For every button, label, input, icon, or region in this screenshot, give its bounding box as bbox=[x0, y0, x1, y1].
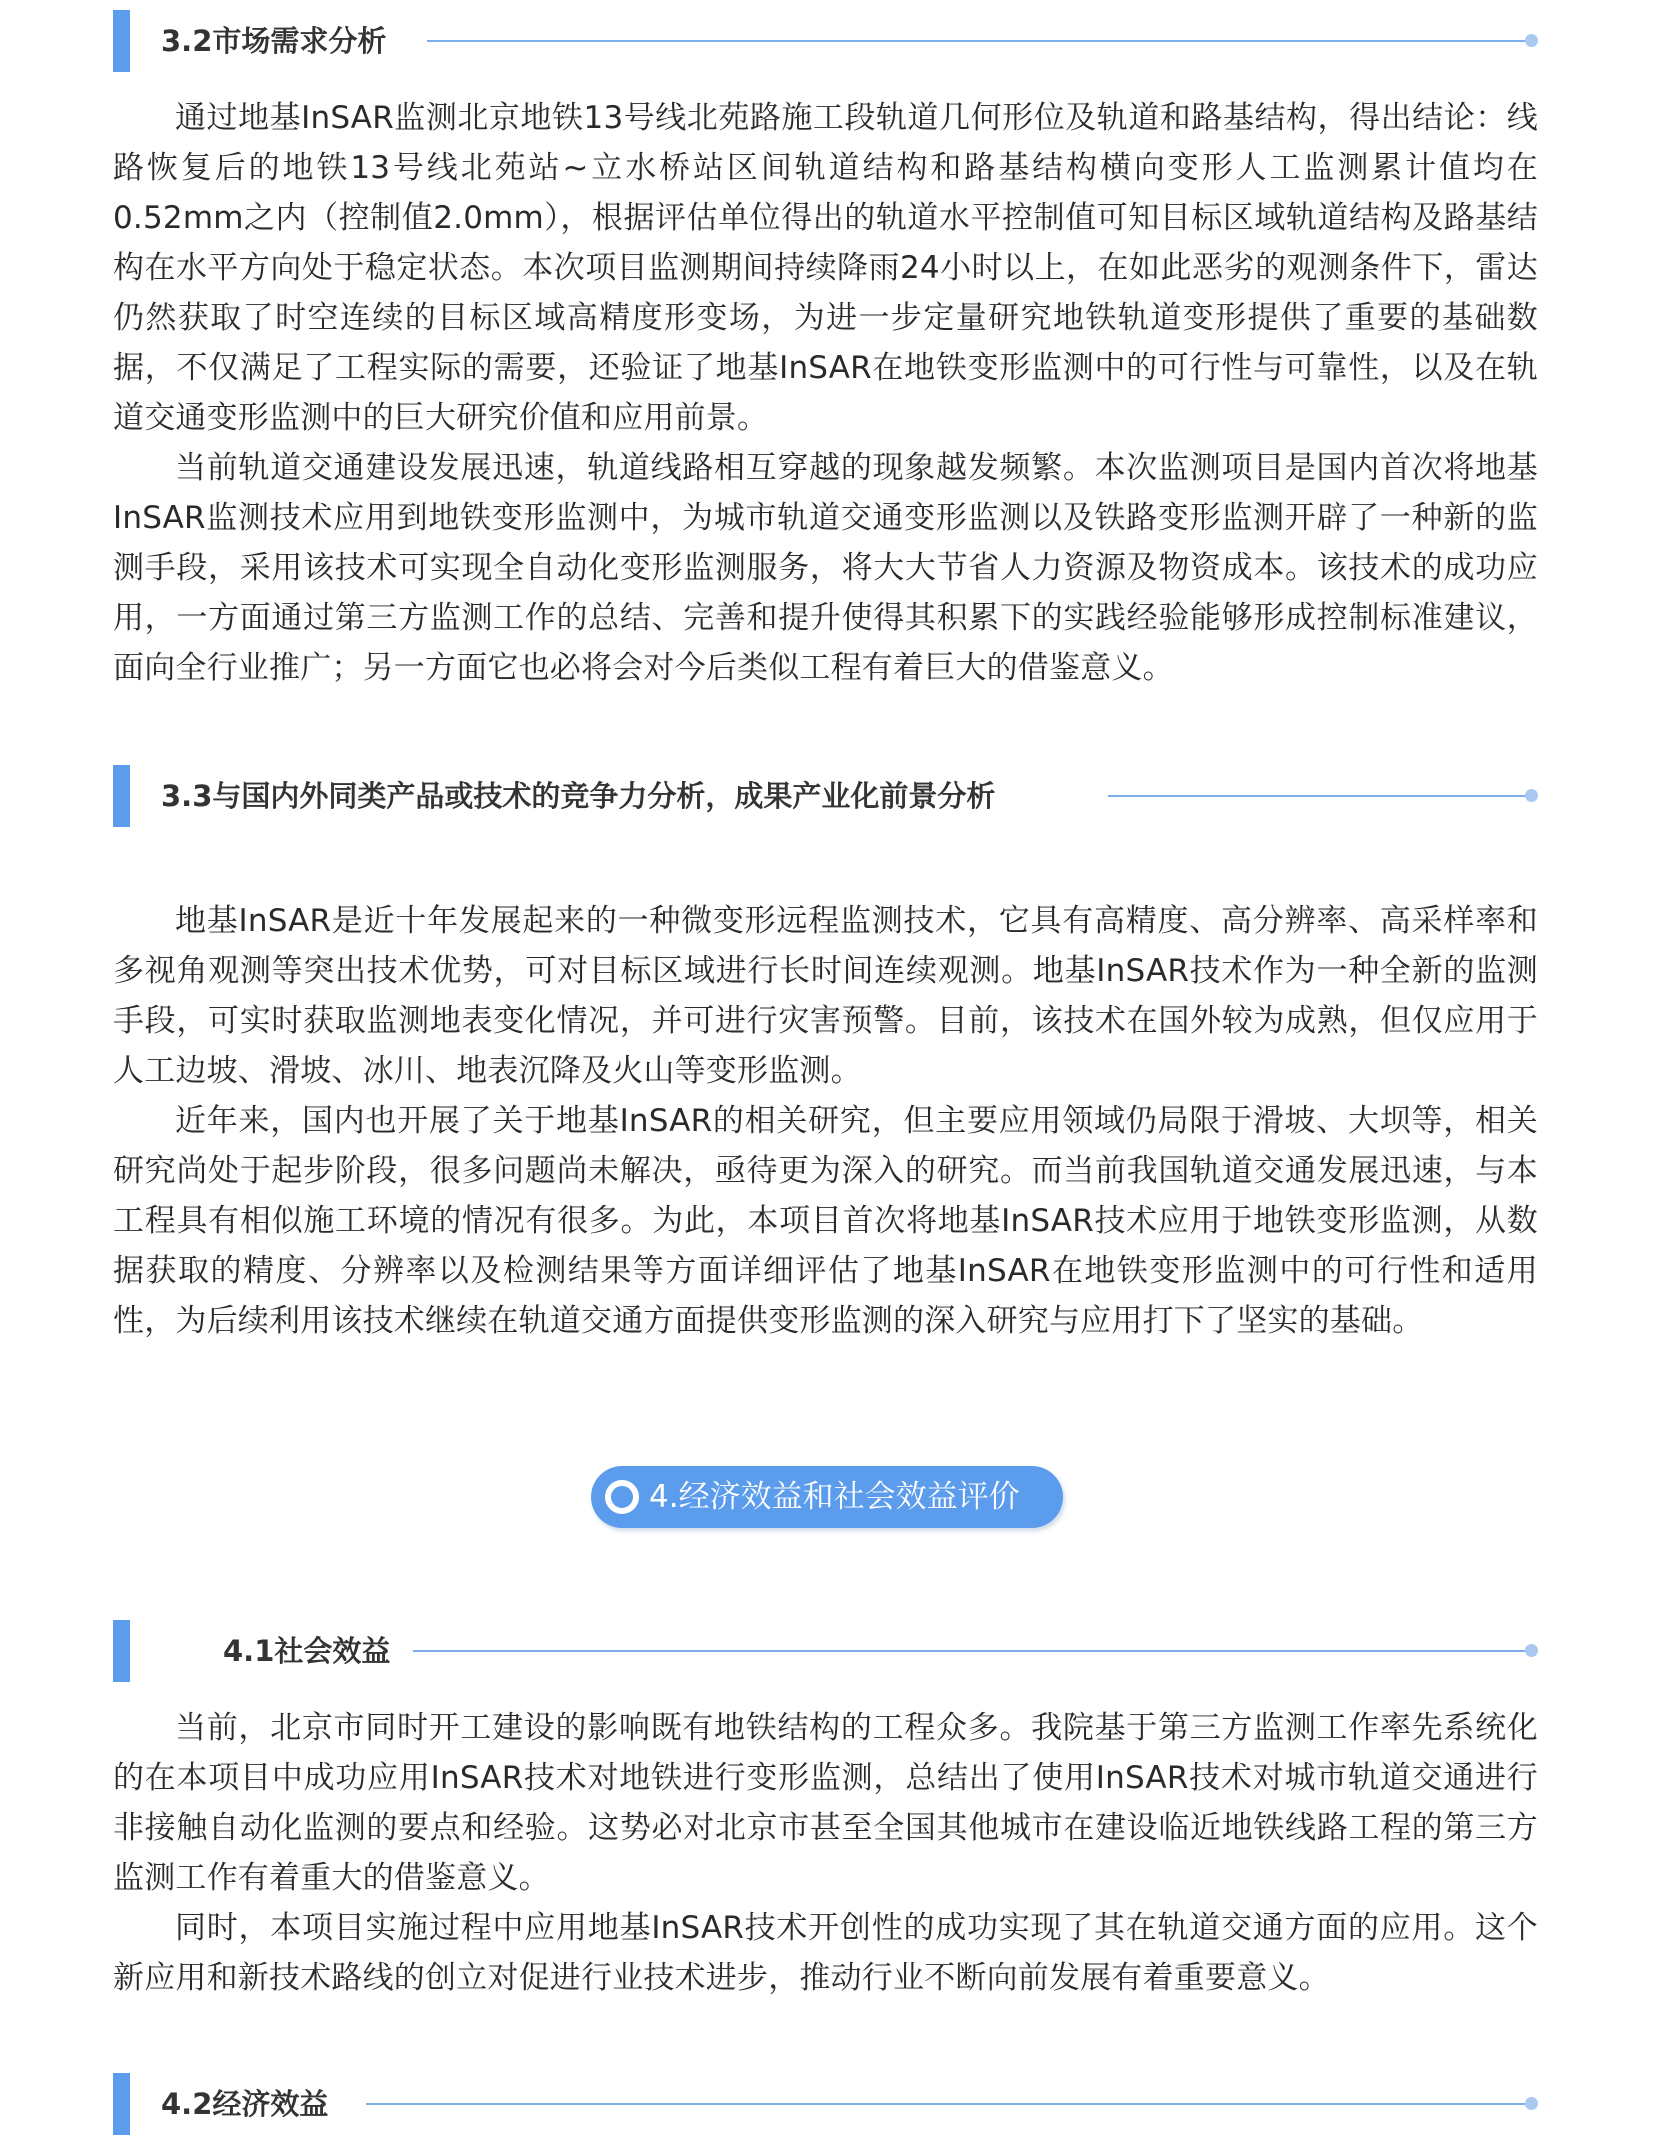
heading-rule bbox=[1108, 795, 1525, 797]
heading-title: 4.2经济效益 bbox=[161, 2087, 329, 2121]
section-heading-4-2 bbox=[113, 2073, 1538, 2135]
heading-accent-bar bbox=[113, 2073, 130, 2135]
paragraph: 地基InSAR是近十年发展起来的一种微变形远程监测技术，它具有高精度、高分辨率、高采样率和多视角观测等突出技术优势，可对目标区域进行长时间连续观测。地基InSAR技术作为一种全新的监测手段，可实时获取监测地表变化情况，并可进行灾害预警。目前，该技术在国外较为成熟，但仅应用于人工边坡、滑坡、冰川、地表沉降及火山等变形监测。 bbox=[113, 903, 1538, 1089]
circle-bullet-icon bbox=[605, 1480, 639, 1514]
paragraph: 当前轨道交通建设发展迅速，轨道线路相互穿越的现象越发频繁。本次监测项目是国内首次将地基InSAR监测技术应用到地铁变形监测中，为城市轨道交通变形监测以及铁路变形监测开辟了一种新的监测手段，采用该技术可实现全自动化变形监测服务，将大大节省人力资源及物资成本。该技术的成功应用，一方面通过第三方监测工作的总结、完善和提升使得其积累下的实践经验能够形成控制标准建议，面向全行业推广；另一方面它也必将会对今后类似工程有着巨大的借鉴意义。 bbox=[113, 450, 1538, 686]
heading-rule bbox=[366, 2103, 1525, 2105]
heading-title: 3.3与国内外同类产品或技术的竞争力分析，成果产业化前景分析 bbox=[161, 779, 996, 813]
heading-accent-bar bbox=[113, 765, 130, 827]
heading-rule bbox=[413, 1650, 1525, 1652]
paragraph: 同时，本项目实施过程中应用地基InSAR技术开创性的成功实现了其在轨道交通方面的应用。这个新应用和新技术路线的创立对促进行业技术进步，推动行业不断向前发展有着重要意义。 bbox=[113, 1910, 1538, 1996]
heading-accent-bar bbox=[113, 10, 130, 72]
section-heading-4-1 bbox=[113, 1620, 1538, 1682]
heading-rule-dot bbox=[1525, 2097, 1538, 2110]
heading-title: 4.1社会效益 bbox=[223, 1634, 391, 1668]
chapter-title: 4.经济效益和社会效益评价 bbox=[649, 1479, 1020, 1515]
section-heading-3-3 bbox=[113, 765, 1538, 827]
section-heading-3-2 bbox=[113, 10, 1538, 72]
heading-rule-dot bbox=[1525, 34, 1538, 47]
heading-rule-dot bbox=[1525, 1644, 1538, 1657]
heading-rule bbox=[427, 40, 1525, 42]
paragraph: 近年来，国内也开展了关于地基InSAR的相关研究，但主要应用领域仍局限于滑坡、大坝等，相关研究尚处于起步阶段，很多问题尚未解决，亟待更为深入的研究。而当前我国轨道交通发展迅速，与本工程具有相似施工环境的情况有很多。为此，本项目首次将地基InSAR技术应用于地铁变形监测，从数据获取的精度、分辨率以及检测结果等方面详细评估了地基InSAR在地铁变形监测中的可行性和适用性，为后续利用该技术继续在轨道交通方面提供变形监测的深入研究与应用打下了坚实的基础。 bbox=[113, 1103, 1538, 1339]
heading-accent-bar bbox=[113, 1620, 130, 1682]
heading-rule-dot bbox=[1525, 789, 1538, 802]
heading-title: 3.2市场需求分析 bbox=[161, 24, 387, 58]
paragraph: 当前，北京市同时开工建设的影响既有地铁结构的工程众多。我院基于第三方监测工作率先系统化的在本项目中成功应用InSAR技术对地铁进行变形监测，总结出了使用InSAR技术对城市轨道交通进行非接触自动化监测的要点和经验。这势必对北京市甚至全国其他城市在建设临近地铁线路工程的第三方监测工作有着重大的借鉴意义。 bbox=[113, 1710, 1538, 1896]
chapter-heading-pill bbox=[591, 1466, 1063, 1528]
paragraph: 通过地基InSAR监测北京地铁13号线北苑路施工段轨道几何形位及轨道和路基结构，得出结论：线路恢复后的地铁13号线北苑站~立水桥站区间轨道结构和路基结构横向变形人工监测累计值均在0.52mm之内（控制值2.0mm），根据评估单位得出的轨道水平控制值可知目标区域轨道结构及路基结构在水平方向处于稳定状态。本次项目监测期间持续降雨24小时以上，在如此恶劣的观测条件下，雷达仍然获取了时空连续的目标区域高精度形变场，为进一步定量研究地铁轨道变形提供了重要的基础数据，不仅满足了工程实际的需要，还验证了地基InSAR在地铁变形监测中的可行性与可靠性，以及在轨道交通变形监测中的巨大研究价值和应用前景。 bbox=[113, 100, 1538, 436]
